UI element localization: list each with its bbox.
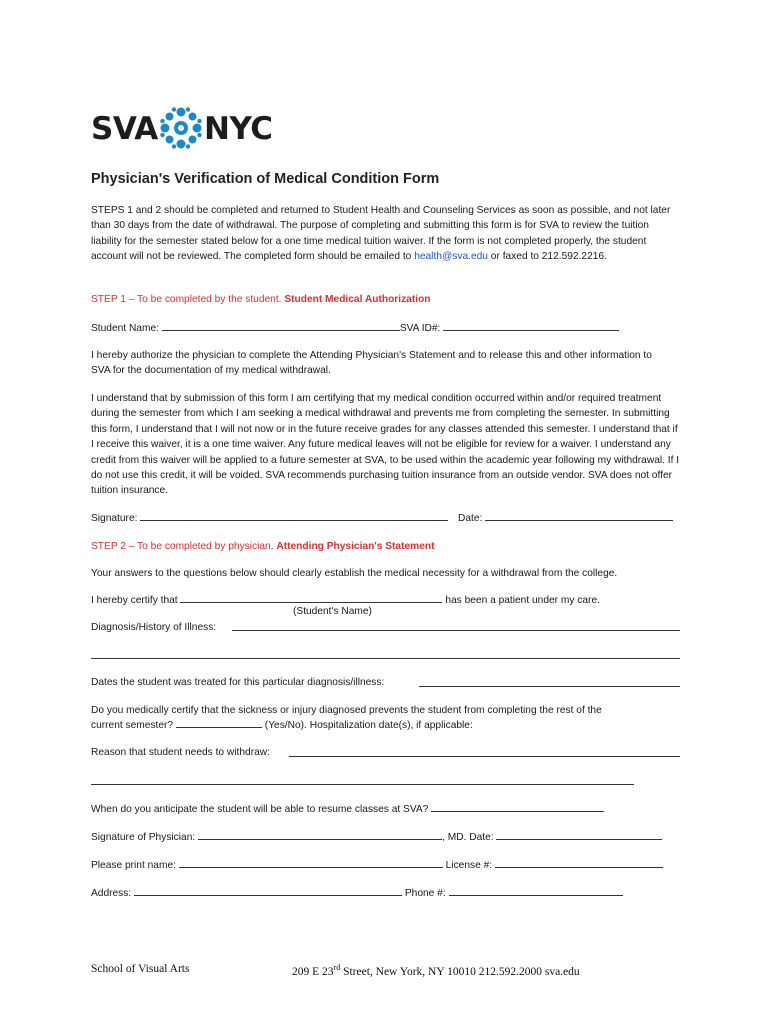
- reason-field-line-2[interactable]: [91, 784, 634, 785]
- physician-signature-field[interactable]: [198, 829, 442, 840]
- step2-heading: [91, 539, 434, 554]
- email-link[interactable]: health@sva.edu: [414, 251, 488, 263]
- student-signature-row: [91, 510, 673, 526]
- address-label: Address:: [91, 888, 132, 899]
- resume-label: When do you anticipate the student will be able to resume classes at SVA?: [91, 804, 429, 815]
- physician-signature-label: Signature of Physician:: [91, 832, 196, 843]
- print-name-field[interactable]: [179, 857, 443, 868]
- intro-paragraph: [91, 203, 681, 265]
- reason-label: Reason that student needs to withdraw:: [91, 747, 270, 758]
- logo-mark-icon: [159, 106, 203, 150]
- footer-school: School of Visual Arts: [91, 963, 190, 975]
- date-label: Date:: [457, 513, 483, 524]
- certify-tail: has been a patient under my care.: [445, 595, 600, 606]
- physician-signature-row: [91, 829, 662, 845]
- current-semester-label: current semester?: [91, 720, 174, 731]
- footer-address-b: Street, New York, NY 10010 212.592.2000 sva.edu: [340, 965, 580, 978]
- authorize-paragraph: I hereby authorize the physician to complete the Attending Physician's Statement and to release this and other information to SVA for the documentation of my medical withdrawal.: [91, 350, 652, 377]
- step1-heading-bold: Student Medical Authorization: [284, 294, 431, 305]
- diagnosis-field-line-1[interactable]: [232, 630, 680, 631]
- intro-tail: or faxed to 212.592.2216.: [487, 251, 607, 263]
- footer-address-sup: rd: [333, 963, 341, 972]
- address-field[interactable]: [134, 885, 402, 896]
- md-date-label: , MD. Date:: [442, 832, 494, 843]
- phone-field[interactable]: [449, 885, 623, 896]
- address-row: [91, 885, 623, 901]
- step2-heading-bold: Attending Physician's Statement: [276, 541, 435, 552]
- sva-nyc-logo: [91, 106, 271, 156]
- physician-date-field[interactable]: [496, 829, 662, 840]
- reason-field-line-1[interactable]: [289, 756, 680, 757]
- student-name-row: [91, 320, 619, 336]
- yes-no-field[interactable]: [176, 717, 262, 728]
- understand-paragraph: I understand that by submission of this form I am certifying that my medical condition occurred within and/or required treatment during the semester from which I am seeking a medical withdrawal and prevents me from completing the semester. In submitting this form, I understand that I will not now or in the future receive grades for any classes attended this semester. I understand that if I receive this waiver, it is a one time waiver. Any future medical leaves will not be eligible for review for a waiver. I understand any credit from this waiver will be applied to a future semester at SVA, to be used within the academic year following my withdrawal. If I do not use this credit, it will be voided. SVA recommends purchasing tuition insurance from an outside vendor. SVA does not offer tuition insurance.: [91, 393, 680, 497]
- student-name-caption: (Student's Name): [293, 606, 372, 617]
- resume-field[interactable]: [431, 801, 604, 812]
- sva-id-field[interactable]: [443, 320, 619, 331]
- student-name-label: Student Name:: [91, 323, 159, 334]
- certify-question-line1: Do you medically certify that the sickness or injury diagnosed prevents the student from completing the rest of the: [91, 705, 602, 716]
- resume-row: [91, 801, 604, 817]
- print-name-label: Please print name:: [91, 860, 176, 871]
- print-name-row: [91, 857, 663, 873]
- sva-id-label: SVA ID#:: [399, 323, 441, 334]
- certify-student-name-field[interactable]: [180, 592, 442, 603]
- student-name-field[interactable]: [162, 320, 400, 331]
- step1-heading-text: STEP 1 – To be completed by the student.: [91, 294, 285, 305]
- diagnosis-label: Diagnosis/History of Illness:: [91, 622, 217, 633]
- dates-label: Dates the student was treated for this particular diagnosis/illness:: [91, 677, 385, 688]
- step2-heading-text: STEP 2 – To be completed by physician.: [91, 541, 277, 552]
- phone-label: Phone #:: [404, 888, 446, 899]
- certify-label: I hereby certify that: [91, 595, 178, 606]
- license-label: License #:: [445, 860, 493, 871]
- logo-left-text: SVA: [91, 111, 158, 147]
- student-signature-field[interactable]: [140, 510, 448, 521]
- form-title: Physician's Verification of Medical Condition Form: [91, 171, 440, 187]
- diagnosis-field-line-2[interactable]: [91, 658, 680, 659]
- signature-label: Signature:: [91, 513, 138, 524]
- intro-text: STEPS 1 and 2 should be completed and returned to Student Health and Counseling Services as soon as possible, and not later than 30 days from the date of withdrawal. The purpose of completing and submitting this form is for SVA to review the tuition liability for the semester stated below for a one time medical tuition waiver. If the form is not completed properly, the student account will not be reviewed. The completed form should be emailed to: [91, 205, 671, 263]
- license-field[interactable]: [495, 857, 663, 868]
- footer-address-a: 209 E 23: [292, 965, 334, 978]
- hospitalization-label: (Yes/No). Hospitalization date(s), if applicable:: [264, 720, 473, 731]
- step1-heading: [91, 292, 431, 307]
- footer-address: [292, 963, 580, 978]
- student-date-field[interactable]: [485, 510, 673, 521]
- logo-right-text: NYC: [204, 111, 273, 147]
- certify-question-line2: [91, 717, 473, 733]
- dates-field[interactable]: [419, 686, 680, 687]
- answers-instruction: Your answers to the questions below should clearly establish the medical necessity for a withdrawal from the college.: [91, 568, 618, 579]
